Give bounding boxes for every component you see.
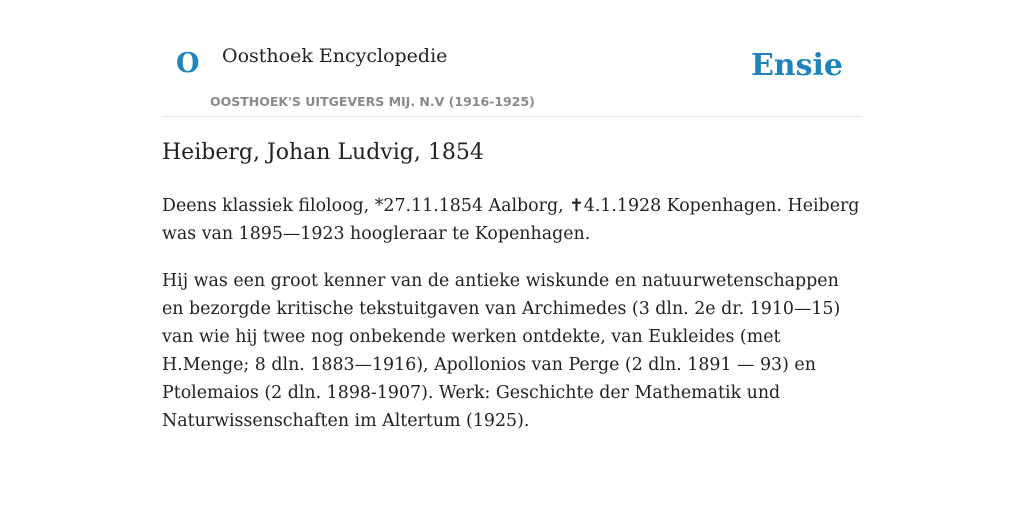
page-container — [162, 0, 862, 431]
ensie-logo-link[interactable]: Ensie — [750, 48, 843, 83]
page-header — [162, 0, 862, 117]
source-title-link[interactable]: Oosthoek Encyclopedie — [222, 45, 448, 67]
source-logo[interactable]: O — [176, 48, 200, 79]
article-paragraph: Deens klassiek filoloog, *27.11.1854 Aalborg, ✝4.1.1928 Kopenhagen. Heiberg was van 1895—1923 hoogleraar te Kopenhagen. — [162, 196, 860, 244]
article-title: Heiberg, Johan Ludvig, 1854 — [162, 140, 484, 165]
publisher-label: OOSTHOEK'S UITGEVERS MIJ. N.V (1916-1925) — [210, 94, 535, 109]
article-paragraph: Hij was een groot kenner van de antieke wiskunde en natuurwetenschappen en bezorgde kritische tekstuitgaven van Archimedes (3 dln. 2e dr. 1910—15) van wie hij twee nog onbekende werken ontdekte, van Eukleides (met H.Menge; 8 dln. 1883—1916), Apollonios van Perge (2 dln. 1891 — 93) en Ptolemaios (2 dln. 1898-1907). Werk: Geschichte der Mathematik und Naturwissenschaften im Altertum (1925). — [162, 271, 841, 431]
article-body — [162, 192, 862, 454]
